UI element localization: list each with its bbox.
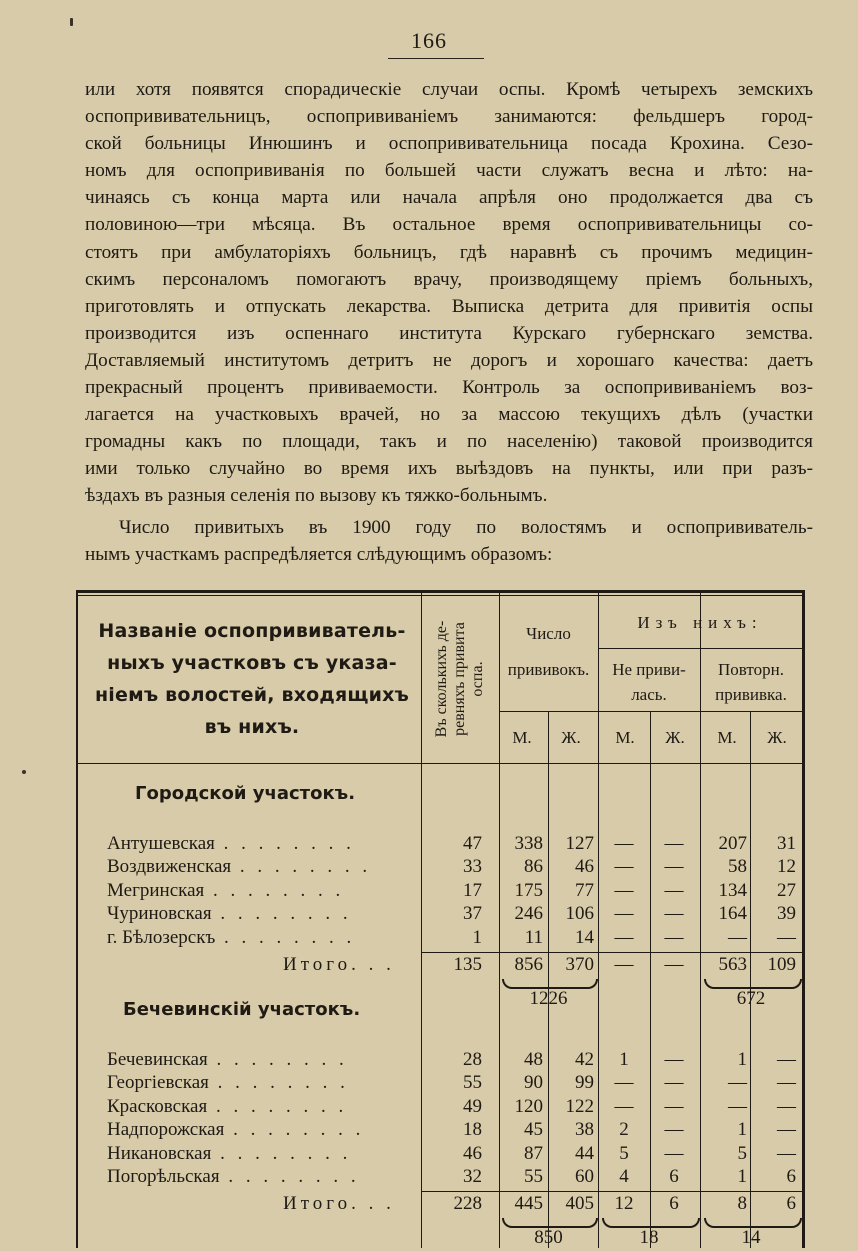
text-line: оспопрививательницъ, оспопрививанiемъ занимаются: фельдшеръ город- [85,106,813,128]
leader-dots: . . . . . . . . [219,1166,360,1187]
total-rp-zh: 6 [786,1193,796,1215]
header-repeat: прививка. [715,685,787,704]
total-count-sum: 850 [534,1227,563,1249]
total-rp-zh: 109 [767,954,796,975]
total-repeat-sum: 14 [741,1227,761,1249]
leader-dots: . . . . . . . . [204,879,345,901]
cell-nt-zh: — [664,879,684,901]
table-row [78,1143,802,1166]
total-villages: 228 [453,1193,482,1215]
table-row [78,833,802,856]
cell-rp-m: — [728,926,747,948]
table-row [78,1072,802,1095]
cell-m: 55 [524,1166,543,1187]
cell-nt-zh: — [664,1049,684,1070]
ink-speck [22,770,26,774]
cell-nt-m: — [614,856,634,878]
header-count-label: прививокъ. [507,660,590,679]
vaccination-table [76,590,805,1248]
header-sex-label: Ж. [561,728,581,747]
cell-m: 246 [514,903,543,925]
text-line: приготовлять и отпускать лекарства. Выписка детрита для привитiя оспы [85,295,813,317]
total-villages: 135 [453,954,482,975]
cell-rp-zh: — [777,1072,796,1094]
header-repeat: Повторн. [718,660,784,679]
leader-dots: . . . . . . . . [211,1142,352,1164]
text-line: или хотя появятся спорадическiе случаи оспы. Кромѣ четырехъ земскихъ [85,79,813,100]
page-number: 166 [411,28,447,53]
cell-nt-m: — [614,903,634,925]
row-name [107,1166,360,1188]
cell-villages: 18 [463,1119,482,1141]
table-row [78,927,802,950]
leader-dots: . . . . . . . . [214,833,355,854]
header-name-line: нiемъ волостей, входящихъ [94,684,410,706]
cell-nt-zh: — [664,1119,684,1141]
total-nt-m: — [614,954,634,975]
leader-dots: . . . . . . . . [208,1072,349,1094]
row-name-text: Никановская [107,1142,212,1164]
cell-nt-zh: — [664,833,684,854]
cell-rp-m: 58 [728,856,747,878]
cell-rp-m: 1 [737,1049,747,1070]
row-name [107,1096,347,1118]
header-sex-label: М. [615,728,635,747]
row-name-text: г. Бѣлозерскъ [107,926,216,948]
row-name-text: Бечевинская [107,1049,208,1070]
cell-nt-zh: — [664,1095,684,1117]
header-rule [598,648,802,649]
cell-rp-zh: — [777,1142,796,1164]
cell-nt-zh: — [664,856,684,878]
cell-villages: 46 [463,1142,482,1164]
row-name [107,856,371,878]
cell-villages: 47 [463,833,482,854]
cell-nt-zh: — [664,1142,684,1164]
header-villages-line: ревняхъ привита [451,622,468,736]
cell-rp-m: — [728,1072,747,1094]
text-line: громадны какъ по площади, такъ и по населенiю) таковой производится [85,431,813,453]
table-row [78,1119,802,1142]
cell-villages: 17 [463,879,482,901]
total-zh: 405 [565,1193,594,1215]
cell-nt-zh: — [664,926,684,948]
leader-dots: . . . . . . . . [224,1119,365,1141]
row-name [107,1072,349,1094]
header-sex-label: М. [717,728,737,747]
table-row [78,1096,802,1119]
row-name [107,1119,364,1141]
header-count-label: Число [526,624,571,643]
cell-rp-zh: — [777,926,796,948]
table-row [78,856,802,879]
cell-zh: 99 [575,1072,594,1094]
cell-nt-m: 1 [619,1049,629,1070]
cell-rp-zh: — [777,1095,796,1117]
cell-nt-m: — [614,1095,634,1117]
total-rp-m: 8 [737,1193,747,1215]
cell-villages: 33 [463,856,482,878]
cell-rp-m: 207 [718,833,747,854]
cell-villages: 28 [463,1049,482,1070]
total-m: 445 [514,1193,543,1215]
leader-dots: . . . . . . . . [211,903,352,925]
total-zh: 370 [565,954,594,975]
text-line: ѣздахъ въ разныя селенiя по вызову къ тяжко-больнымъ. [85,485,548,507]
header-not-taken: лась. [631,685,667,704]
cell-m: 120 [514,1095,543,1117]
col-rule [650,711,651,763]
leader-dots: . . . . . . . . [207,1095,348,1117]
row-name [107,903,352,925]
table-row [78,1166,802,1189]
header-villages [420,599,500,759]
cell-zh: 122 [565,1095,594,1117]
cell-m: 86 [524,856,543,878]
cell-villages: 32 [463,1166,482,1187]
cell-rp-zh: 12 [777,856,796,878]
row-name [107,927,355,949]
cell-nt-zh: — [664,1072,684,1094]
header-name-line: Названiе оспопрививатель- [98,620,406,642]
total-label: Итого. . . [283,1193,395,1215]
body-text [85,76,813,568]
text-line: чинаясь съ конца марта или начала апрѣля оно продолжается два съ [85,187,813,209]
row-name [107,880,344,902]
text-line: Число привитыхъ въ 1900 году по волостямъ и оспопрививатель- [119,516,813,538]
text-line: лагается на участковыхъ врачей, но за массою текущихъ дѣлъ (участки [85,404,813,426]
row-name-text: Погорѣльская [107,1166,220,1187]
header-of-them: Изъ нихъ: [637,613,763,632]
total-row [78,1193,802,1216]
total-row [78,954,802,977]
col-rule [548,711,549,763]
cell-nt-m: — [614,879,634,901]
table-row [78,903,802,926]
cell-m: 175 [514,879,543,901]
header-sex-label: М. [512,728,532,747]
cell-rp-m: 1 [737,1166,747,1187]
row-name-text: Антушевская [107,833,215,854]
cell-rp-m: 1 [737,1119,747,1141]
total-rule [421,1191,802,1192]
text-line: половиною—три мѣсяца. Въ остальное время оспопрививательницы со- [85,214,813,236]
cell-nt-m: — [614,833,634,854]
cell-rp-m: 5 [737,1142,747,1164]
row-name-text: Надпорожская [107,1119,225,1141]
total-nt-zh: 6 [669,1193,679,1215]
header-name-line: въ нихъ. [204,716,300,738]
cell-zh: 38 [575,1119,594,1141]
header-sex-label: Ж. [767,728,787,747]
cell-m: 87 [524,1142,543,1164]
row-name-text: Воздвиженская [107,856,232,878]
cell-zh: 42 [575,1049,594,1070]
cell-rp-m: 164 [718,903,747,925]
text-line: прекрасный процентъ прививаемости. Контроль за оспопрививанiемъ воз- [85,377,813,399]
header-villages-line: оспа. [469,661,486,697]
leader-dots: . . . . . . . . [215,926,356,948]
row-name [107,1143,351,1165]
row-name-text: Мегринская [107,879,205,901]
cell-nt-zh: — [664,903,684,925]
cell-zh: 127 [565,833,594,854]
cell-rp-zh: 31 [777,833,796,854]
cell-villages: 1 [472,926,482,948]
text-line: ской больницы Инюшинъ и оспопрививательница посада Крохина. Сезо- [85,133,813,155]
total-repeat-sum: 672 [736,988,766,1009]
cell-zh: 77 [575,879,594,901]
cell-nt-m: — [614,926,634,948]
header-name [92,615,412,743]
cell-nt-zh: 6 [669,1166,679,1187]
row-name-text: Красковская [107,1095,208,1117]
total-rule [421,952,802,953]
total-count-sum: 1226 [529,988,568,1009]
header-bottom-rule [78,763,802,764]
leader-dots: . . . . . . . . [231,856,372,878]
cell-zh: 60 [575,1166,594,1187]
cell-zh: 46 [575,856,594,878]
cell-m: 48 [524,1049,543,1070]
text-line: производится изъ оспеннаго института Курскаго губернскаго земства. [85,322,813,344]
cell-rp-zh: — [777,1119,796,1141]
paragraph-2 [85,514,813,568]
page-number-rule [388,58,484,59]
header-sex-label: Ж. [665,728,685,747]
text-line: стоятъ при амбулаторiяхъ больницъ, гдѣ наравнѣ съ прочимъ медицин- [85,241,813,263]
header-name-line: ныхъ участковъ съ указа- [107,652,397,674]
cell-zh: 44 [575,1142,594,1164]
section-title: Городской участокъ. [135,783,356,804]
ink-speck [70,18,73,26]
cell-villages: 49 [463,1095,482,1117]
row-name-text: Чуриновская [107,903,212,925]
total-m: 856 [514,954,543,975]
text-line: скимъ персоналомъ помогаютъ врачу, производящему прiемъ больныхъ, [85,268,813,290]
cell-nt-m: — [614,1072,634,1094]
row-name [107,1049,348,1071]
cell-rp-m: — [728,1095,747,1117]
cell-m: 90 [524,1072,543,1094]
table-row [78,1049,802,1072]
total-label: Итого. . . [283,954,395,975]
row-name [107,833,355,855]
leader-dots: . . . . . . . . [207,1049,348,1070]
cell-zh: 106 [565,903,594,925]
cell-zh: 14 [575,926,594,948]
cell-m: 338 [514,833,543,854]
cell-rp-zh: 6 [786,1166,796,1187]
cell-rp-zh: — [777,1049,796,1070]
section-title: Бечевинскiй участокъ. [123,999,361,1020]
total-nt-zh: — [664,954,684,975]
cell-rp-m: 134 [718,879,747,901]
cell-nt-m: 5 [619,1142,629,1164]
cell-villages: 55 [463,1072,482,1094]
cell-nt-m: 2 [619,1119,629,1141]
cell-villages: 37 [463,903,482,925]
table-row [78,880,802,903]
cell-nt-m: 4 [619,1166,629,1187]
paragraph-1 [85,76,813,510]
row-name-text: Георгiевская [107,1072,209,1094]
cell-rp-zh: 39 [777,903,796,925]
text-line: номъ для оспопрививанiя по большей части служатъ весна и лѣто: на- [85,160,813,182]
text-line: ими только случайно во время ихъ выѣздовъ на пункты, или при разъ- [85,458,813,480]
header-not-taken: Не приви- [612,660,686,679]
text-line: нымъ участкамъ распредѣляется слѣдующимъ образомъ: [85,543,553,565]
cell-m: 45 [524,1119,543,1141]
text-line: Доставляемый институтомъ детритъ не дорогъ и хорошаго качества: даетъ [85,349,813,371]
header-villages-line: Въ сколькихъ де- [433,620,450,738]
cell-m: 11 [524,926,543,948]
total-nt-m: 12 [614,1193,634,1215]
col-rule [750,711,751,763]
total-not-taken-sum: 18 [639,1227,659,1249]
cell-rp-zh: 27 [777,879,796,901]
total-rp-m: 563 [718,954,747,975]
